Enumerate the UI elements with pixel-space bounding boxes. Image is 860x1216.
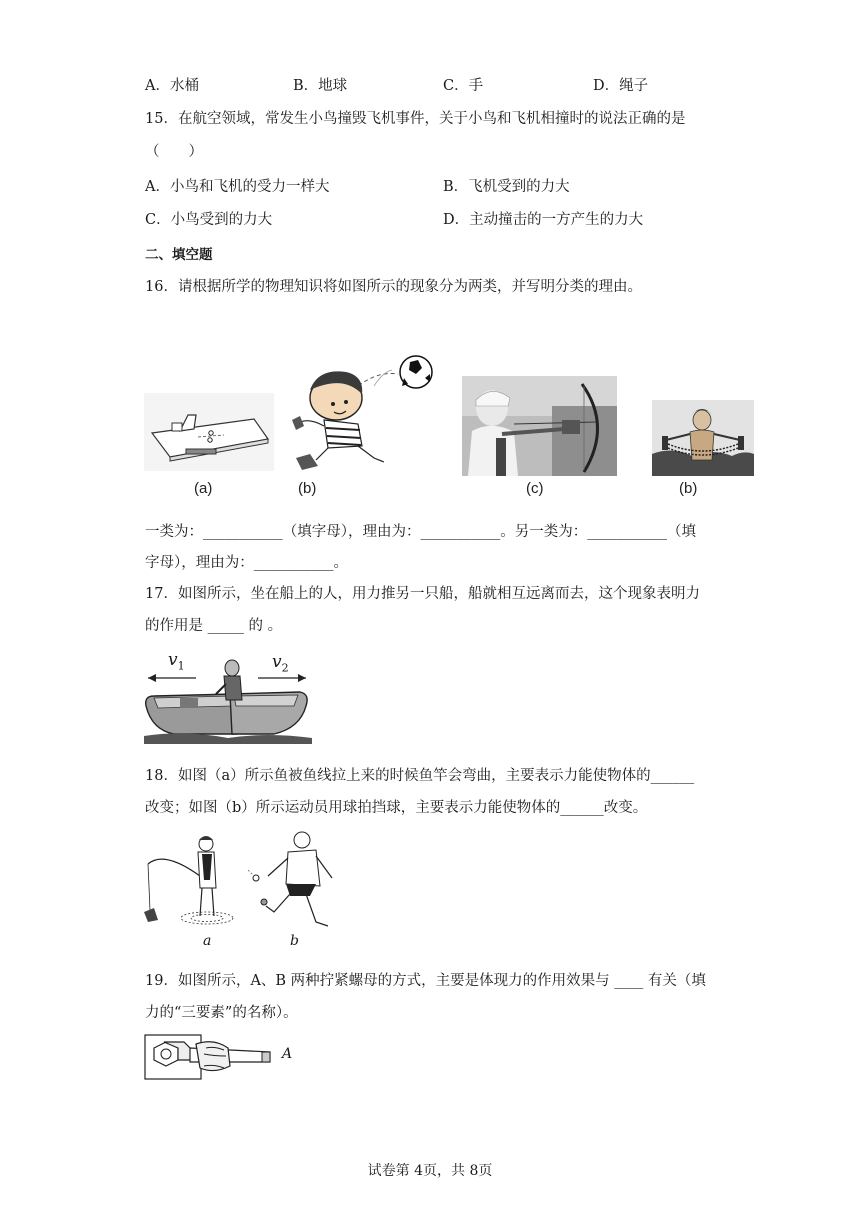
q18-label-b: b [290, 933, 299, 949]
q16-answer-line1: 一类为：___________（填字母），理由为：___________。另一类为：___________（填 [145, 524, 696, 540]
section-title: 二、填空题 [145, 247, 213, 263]
q18-label-a: a [203, 933, 212, 949]
q14-option-d: D．绳子 [593, 78, 649, 94]
q16-figure-c [462, 376, 617, 476]
q18-figure [144, 830, 340, 942]
q14-option-b: B．地球 [293, 78, 348, 94]
q16-answer-line2: 字母），理由为：___________。 [145, 555, 348, 571]
q14-option-c: C．手 [443, 78, 484, 94]
page-footer: 试卷第 4页，共 8页 [367, 1163, 493, 1179]
q15-option-c: C．小鸟受到的力大 [145, 212, 273, 228]
q16-caption-c: (c) [526, 480, 544, 497]
q19-label-a: A [282, 1046, 293, 1062]
q17-v2-label: $v_2$ [272, 652, 289, 675]
q15-stem: 15．在航空领域，常发生小鸟撞毁飞机事件，关于小鸟和飞机相撞时的说法正确的是 [145, 111, 686, 127]
q16-figure-a [144, 393, 274, 473]
q15-option-d: D．主动撞击的一方产生的力大 [443, 212, 644, 228]
q18-line2: 改变；如图（b）所示运动员用球拍挡球，主要表示力能使物体的______改变。 [145, 800, 648, 816]
q17-line2: 的作用是 _____ 的 。 [145, 618, 283, 634]
q16-caption-d: (b) [679, 480, 698, 497]
q16-caption-b: (b) [298, 480, 317, 497]
q15-paren: （ ） [145, 144, 203, 160]
q19-wrench-figure [144, 1034, 286, 1082]
q15-option-b: B．飞机受到的力大 [443, 179, 570, 195]
q16-caption-a: (a) [194, 480, 213, 497]
q16-figure-b [288, 350, 438, 475]
q14-option-a: A．水桶 [145, 78, 199, 94]
q15-option-a: A．小鸟和飞机的受力一样大 [145, 179, 330, 195]
q16-stem: 16．请根据所学的物理知识将如图所示的现象分为两类，并写明分类的理由。 [145, 279, 642, 295]
q17-v1-label: $v_1$ [168, 650, 185, 673]
q16-figure-d [652, 400, 754, 476]
q18-line1: 18．如图（a）所示鱼被鱼线拉上来的时候鱼竿会弯曲，主要表示力能使物体的______ [145, 768, 695, 784]
q17-line1: 17．如图所示，坐在船上的人，用力推另一只船，船就相互远离而去，这个现象表明力 [145, 586, 700, 602]
q19-line1: 19．如图所示，A、B 两种拧紧螺母的方式，主要是体现力的作用效果与 ____ 有关（填 [145, 973, 706, 989]
q19-line2: 力的“三要素”的名称）。 [145, 1005, 298, 1021]
